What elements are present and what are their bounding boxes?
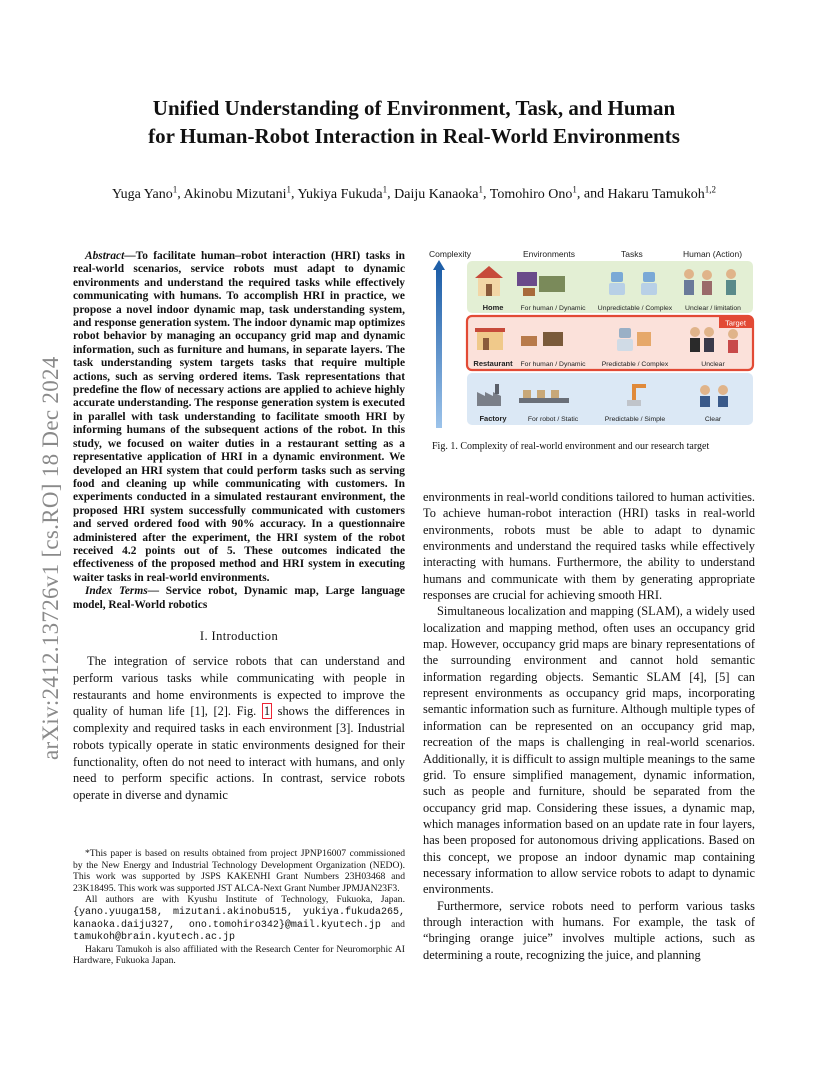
fig-header-human: Human (Action) <box>683 249 743 259</box>
abstract-text: —To facilitate human–robot interaction (HRI) tasks in real-world scenarios, service robots must adapt to dynamic environments and understand the required tasks while effectively communicating with humans. To accomplish HRI in practice, we propose a novel indoor dynamic map, task understanding system, and response generation system. The indoor dynamic map optimizes robot behavior by managing an occupancy grid map and dynamic information, such as furniture and humans, in separate layers. The task understanding system targets tasks that require multiple actions, such as serving ordered items. Task representations that predefine the flow of necessary actions are applied to achieve highly accurate understanding. The response generation system is executed in parallel with task understanding to facilitate smooth HRI by informing humans of the subsequent actions of the robot. In this study, we focused on waiter duties in a restaurant setting as a representative application of HRI in a dynamic environment. We developed an HRI system that could perform tasks such as serving food and cleaning up while communicating with customers. In experiments conducted in a simulated restaurant environment, the proposed HRI system successfully communicated with customers and served ordered food with 90% accuracy. In a questionnaire administered after the experiment, the HRI system of the robot received 4.2 points out of 5. These outcomes indicated the effectiveness of the proposed method and HRI system in executing waiter tasks in real-world environments. <box>73 250 405 584</box>
title-line-2: for Human-Robot Interaction in Real-World Environments <box>148 124 680 148</box>
complexity-arrow-head-icon <box>433 260 445 270</box>
arxiv-stamp: arXiv:2412.13726v1 [cs.RO] 18 Dec 2024 <box>38 356 63 760</box>
body-paragraph: environments in real-world conditions tailored to human activities. To achieve human-robot interaction (HRI) tasks in real-world environments, robots must be able to adapt to dynamic environments and understand the required tasks while effectively interacting with humans. Furthermore, the ability to understand humans and communicate with them by generating appropriate responses are crucial for achieving smooth HRI. <box>423 490 755 603</box>
author-emails: {yano.yuuga158, mizutani.akinobu515, yukiya.fukuda265, kanaoka.daiju327, ono.tomohiro342}@mail.kyutech.jp <box>73 906 405 931</box>
abstract-lead: Abstract <box>85 250 125 262</box>
author: Tomohiro Ono$^1$ <box>489 184 577 202</box>
author-email-tamukoh: tamukoh@brain.kyutech.ac.jp <box>73 932 236 944</box>
people-icon <box>684 269 736 295</box>
abstract <box>73 250 405 585</box>
complexity-arrow-icon <box>436 270 442 428</box>
footnote-affiliation-2: Hakaru Tamukoh is also affiliated with the Research Center for Neuromorphic AI Hardware, Fukuoka Japan. <box>73 943 405 967</box>
row-restaurant-place: Restaurant <box>473 359 513 368</box>
target-label: Target <box>725 318 746 328</box>
row-factory-human: Clear <box>704 416 722 423</box>
row-home-task: Unpredictable / Complex <box>597 305 673 312</box>
row-restaurant-human: Unclear <box>701 361 725 368</box>
row-restaurant-task: Predictable / Complex <box>601 361 669 368</box>
index-terms-lead: Index Terms <box>85 585 148 598</box>
row-home-place: Home <box>482 303 504 312</box>
author: Yuga Yano$^1$ <box>112 184 178 202</box>
restaurant-icon <box>475 328 505 350</box>
index-terms <box>73 585 405 612</box>
footnotes <box>73 848 405 967</box>
row-restaurant-env: For human / Dynamic <box>520 361 586 368</box>
fig-header-complexity: Complexity <box>429 249 472 259</box>
figure-reference-link[interactable]: 1 <box>263 704 271 719</box>
fig-header-environments: Environments <box>523 249 575 259</box>
body-paragraph: Simultaneous localization and mapping (SLAM), a widely used localization and mapping method, often uses an occupancy grid map. However, occupancy grid maps are binary representations of the surrounding environment and cannot hold semantic information regarding objects. Semantic SLAM [4], [5] can represent environments as occupancy grid maps, incorporating semantic information such as furniture. Although multiple types of information can be represented on an occupancy grid map, recreation of the maps is challenging in real-world scenarios. Additionally, it is difficult to assign multiple meanings to the same grid. To ensure simplified management, dynamic information, such as people and furniture, should be separated from the occupancy grid map. Considering these issues, a dynamic map, which manages information based on an update rate in four layers, has been proposed for autonomous driving applications. Based on this concept, we propose an indoor dynamic map containing necessary information to allow service robots to adapt to dynamic environments. <box>423 604 755 897</box>
body-paragraph: Furthermore, service robots need to perform various tasks through interaction with humans. For example, the task of “bringing orange juice” involves multiple actions, such as determining a route, recognizing the juice, and planning <box>423 898 755 962</box>
author: Yukiya Fukuda$^1$ <box>297 184 388 202</box>
row-factory-place: Factory <box>479 414 507 423</box>
row-home-human: Unclear / limitation <box>685 305 741 312</box>
author-list: Yuga Yano$^1$, Akinobu Mizutani$^1$, Yukiya Fukuda$^1$, Daiju Kanaoka$^1$, Tomohiro Ono$^1$, and Hakaru Tamukoh$^{1,2}$ <box>112 184 716 202</box>
fig-header-tasks: Tasks <box>621 249 643 259</box>
row-home-env: For human / Dynamic <box>520 305 586 312</box>
index-terms-text: — Service robot, Dynamic map, Large language model, Real-World robotics <box>73 585 405 611</box>
intro-paragraph: The integration of service robots that can understand and perform various tasks while communicating with people in restaurants and home environments is expected to improve the quality of human life [1], [2]. Fig. 1 shows the differences in complexity and required tasks in each environment [3]. Industrial robots typically operate in static environments designed for their functionality, often do not need to interact with humans, and only need to perform specific actions. In contrast, service robots operate in diverse and dynamic <box>73 654 405 802</box>
section-heading-introduction: I. Introduction <box>199 628 279 643</box>
left-column <box>73 250 405 804</box>
title-line-1: Unified Understanding of Environment, Task, and Human <box>152 96 676 120</box>
figure-1 <box>423 246 755 432</box>
author: Daiju Kanaoka$^1$ <box>394 184 483 202</box>
author: Hakaru Tamukoh$^{1,2}$ <box>607 184 716 202</box>
figure-caption: Fig. 1. Complexity of real-world environment and our research target <box>432 441 710 452</box>
footnote-funding: *This paper is based on results obtained from project JPNP16007 commissioned by the New Energy and Industrial Technology Development Organization (NEDO). This work was supported by JSPS KAKENHI Grant Numbers 23H03468 and 23K18495. This work was supported JST ALCA-Next Grant Number JPMJAN23F3. <box>73 848 405 894</box>
author: Akinobu Mizutani$^1$ <box>183 184 291 202</box>
row-factory-task: Predictable / Simple <box>604 416 666 423</box>
right-column <box>423 489 755 963</box>
footnote-affiliation: All authors are with Kyushu Institute of Technology, Fukuoka, Japan. {yano.yuuga158, mizutani.akinobu515, yukiya.fukuda265, kanaoka.daiju327, ono.tomohiro342}@mail.kyutech.jp and tamukoh@brain.kyutech.ac.jp <box>73 894 405 944</box>
row-factory-env: For robot / Static <box>527 416 579 423</box>
paper-title <box>0 94 828 150</box>
